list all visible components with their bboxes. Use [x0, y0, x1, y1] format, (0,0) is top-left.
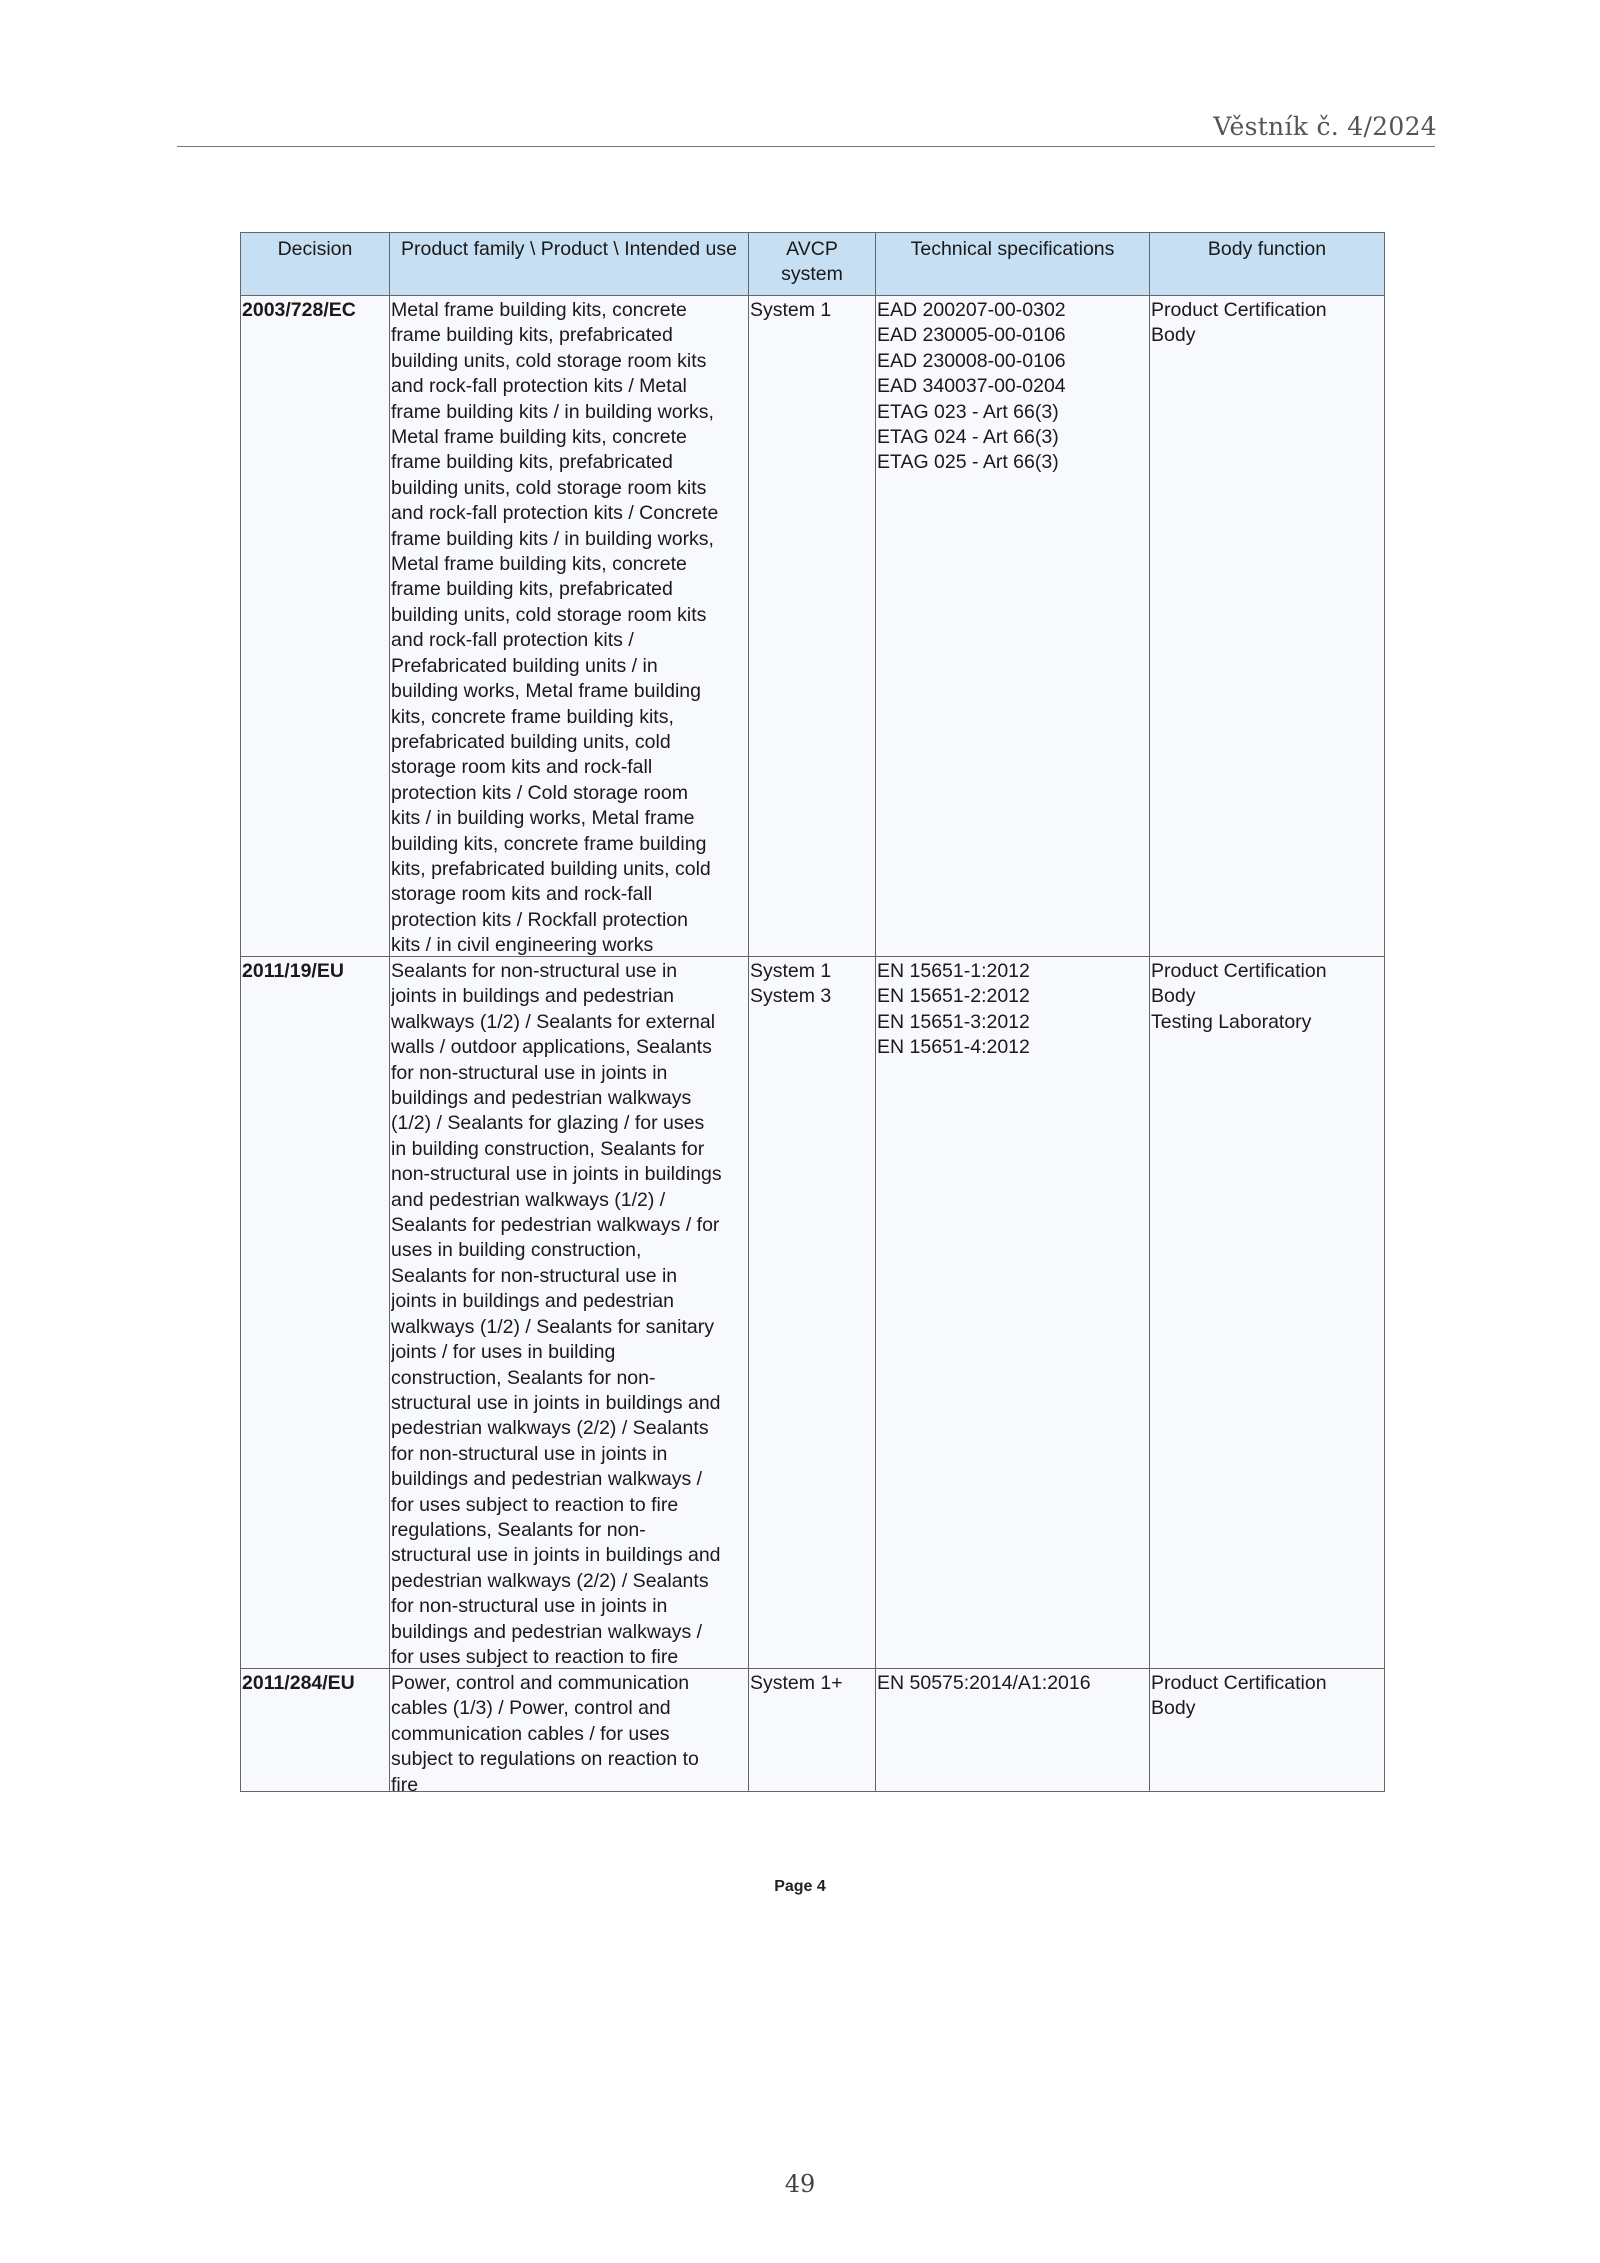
product-line: Metal frame building kits, concrete	[391, 299, 687, 321]
product-line: kits, concrete frame building kits,	[391, 705, 674, 728]
specification-line: ETAG 024 - Art 66(3)	[877, 426, 1059, 449]
product-line: joints in buildings and pedestrian	[391, 1290, 674, 1313]
specification-line: EN 15651-3:2012	[877, 1010, 1030, 1033]
header-divider	[177, 146, 1435, 147]
product-line: Sealants for non-structural use in	[391, 960, 678, 982]
product-line: walkways (1/2) / Sealants for sanitary	[391, 1315, 714, 1338]
technical-specifications-cell	[876, 957, 1150, 1669]
product-line: for uses subject to reaction to fire	[391, 1493, 679, 1516]
product-line: and rock-fall protection kits / Concrete	[391, 502, 719, 525]
product-line: Sealants for pedestrian walkways / for	[391, 1214, 720, 1237]
product-line: buildings and pedestrian walkways /	[391, 1468, 703, 1491]
product-line: kits, prefabricated building units, cold	[391, 857, 711, 880]
product-line: protection kits / Rockfall protection	[391, 908, 688, 931]
product-line: joints in buildings and pedestrian	[391, 985, 674, 1008]
product-line: structural use in joints in buildings and	[391, 1391, 721, 1414]
product-line: buildings and pedestrian walkways	[391, 1087, 692, 1110]
product-line: kits / in building works, Metal frame	[391, 807, 695, 830]
table-row	[241, 957, 1385, 1669]
product-line: Power, control and communication	[391, 1672, 690, 1694]
product-line: regulations, Sealants for non-	[391, 1518, 646, 1541]
product-line: frame building kits / in building works,	[391, 527, 714, 550]
body-function-line: Testing Laboratory	[1151, 1010, 1312, 1033]
column-header-body-function: Body function	[1150, 233, 1385, 296]
product-cell	[390, 957, 749, 1669]
specification-line: EAD 230005-00-0106	[877, 324, 1066, 347]
product-line: storage room kits and rock-fall	[391, 883, 653, 906]
product-line: frame building kits, prefabricated	[391, 324, 673, 347]
body-function-line: Body	[1151, 324, 1196, 347]
column-header-technical-specifications: Technical specifications	[876, 233, 1150, 296]
product-line: prefabricated building units, cold	[391, 730, 671, 753]
product-line: for non-structural use in joints in	[391, 1442, 668, 1465]
product-cell	[390, 296, 749, 957]
column-header-avcp: AVCP system	[749, 233, 876, 296]
product-line: building units, cold storage room kits	[391, 603, 707, 626]
specifications-table-wrapper	[240, 232, 1384, 1792]
product-text-block	[391, 1671, 747, 1791]
product-line: (1/2) / Sealants for glazing / for uses	[391, 1112, 705, 1135]
product-line: protection kits / Cold storage room	[391, 781, 688, 804]
product-line: and rock-fall protection kits /	[391, 629, 634, 652]
avcp-cell	[749, 296, 876, 957]
product-line: and pedestrian walkways (1/2) /	[391, 1188, 666, 1211]
product-line: kits / in civil engineering works	[391, 934, 654, 956]
body-function-line: Product Certification	[1151, 960, 1327, 982]
body-function-cell	[1150, 957, 1385, 1669]
decision-cell: 2003/728/EC	[241, 296, 390, 957]
page-label: Page 4	[774, 1878, 826, 1895]
product-line: Prefabricated building units / in	[391, 654, 658, 677]
body-function-line: Product Certification	[1151, 1672, 1327, 1694]
decision-cell: 2011/284/EU	[241, 1669, 390, 1792]
product-line: buildings and pedestrian walkways /	[391, 1620, 703, 1643]
body-function-cell	[1150, 296, 1385, 957]
product-line: building units, cold storage room kits	[391, 476, 707, 499]
product-text-block	[391, 298, 747, 956]
body-function-line: Body	[1151, 1697, 1196, 1720]
product-line: frame building kits, prefabricated	[391, 451, 673, 474]
product-text-block	[391, 959, 747, 1668]
product-line: subject to regulations on reaction to	[391, 1748, 699, 1771]
product-line: fire	[391, 1773, 419, 1791]
product-line: for non-structural use in joints in	[391, 1595, 668, 1618]
table-body	[241, 296, 1385, 1792]
product-line: frame building kits, prefabricated	[391, 578, 673, 601]
column-header-decision: Decision	[241, 233, 390, 296]
product-line: uses in building construction,	[391, 1239, 642, 1262]
product-line: for uses subject to reaction to fire	[391, 1645, 679, 1668]
technical-specifications-cell	[876, 296, 1150, 957]
product-cell	[390, 1669, 749, 1792]
avcp-line: System 1	[750, 960, 832, 982]
page-number: 49	[784, 2170, 816, 2198]
body-function-cell	[1150, 1669, 1385, 1792]
product-line: walls / outdoor applications, Sealants	[391, 1036, 712, 1059]
specification-line: EN 15651-1:2012	[877, 960, 1030, 982]
product-line: for non-structural use in joints in	[391, 1061, 668, 1084]
avcp-cell	[749, 1669, 876, 1792]
specification-line: ETAG 023 - Art 66(3)	[877, 400, 1059, 423]
bulletin-title: Věstník č. 4/2024	[1213, 112, 1437, 141]
product-line: storage room kits and rock-fall	[391, 756, 653, 779]
avcp-line: System 1+	[750, 1672, 843, 1694]
product-line: Metal frame building kits, concrete	[391, 426, 687, 449]
specification-line: EAD 230008-00-0106	[877, 349, 1066, 372]
specification-line: EN 15651-2:2012	[877, 985, 1030, 1008]
specifications-table	[240, 232, 1385, 1792]
product-line: Metal frame building kits, concrete	[391, 553, 687, 576]
product-line: pedestrian walkways (2/2) / Sealants	[391, 1417, 709, 1440]
table-header-row	[241, 233, 1385, 296]
avcp-cell	[749, 957, 876, 1669]
product-line: construction, Sealants for non-	[391, 1366, 656, 1389]
product-line: building kits, concrete frame building	[391, 832, 707, 855]
product-line: cables (1/3) / Power, control and	[391, 1697, 671, 1720]
product-line: building works, Metal frame building	[391, 680, 701, 703]
product-line: joints / for uses in building	[391, 1341, 616, 1364]
technical-specifications-cell	[876, 1669, 1150, 1792]
product-line: building units, cold storage room kits	[391, 349, 707, 372]
product-line: pedestrian walkways (2/2) / Sealants	[391, 1569, 709, 1592]
product-line: in building construction, Sealants for	[391, 1137, 705, 1160]
product-line: communication cables / for uses	[391, 1722, 670, 1745]
avcp-line: System 1	[750, 299, 832, 321]
specification-line: EN 50575:2014/A1:2016	[877, 1672, 1091, 1694]
product-line: walkways (1/2) / Sealants for external	[391, 1010, 716, 1033]
avcp-line: System 3	[750, 985, 832, 1008]
specification-line: EN 15651-4:2012	[877, 1036, 1030, 1059]
column-header-product: Product family \ Product \ Intended use	[390, 233, 749, 296]
body-function-line: Product Certification	[1151, 299, 1327, 321]
product-line: frame building kits / in building works,	[391, 400, 714, 423]
specification-line: ETAG 025 - Art 66(3)	[877, 451, 1059, 474]
body-function-line: Body	[1151, 985, 1196, 1008]
product-line: non-structural use in joints in buildings	[391, 1163, 722, 1186]
table-row	[241, 1669, 1385, 1792]
specification-line: EAD 200207-00-0302	[877, 299, 1066, 321]
product-line: structural use in joints in buildings and	[391, 1544, 721, 1567]
product-line: and rock-fall protection kits / Metal	[391, 375, 687, 398]
specification-line: EAD 340037-00-0204	[877, 375, 1066, 398]
decision-cell: 2011/19/EU	[241, 957, 390, 1669]
table-row	[241, 296, 1385, 957]
product-line: Sealants for non-structural use in	[391, 1264, 678, 1287]
